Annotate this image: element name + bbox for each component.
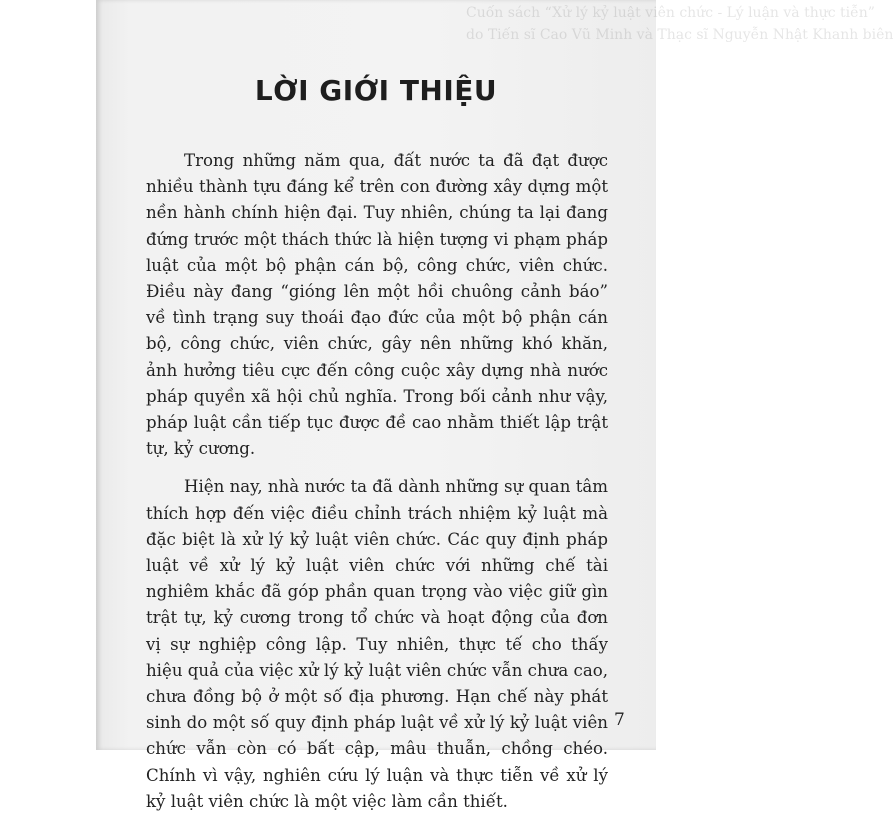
page-number: 7 [614, 710, 625, 730]
bleed-through-text [466, 2, 893, 46]
bleed-through-line: do Tiến sĩ Cao Vũ Minh và Thạc sĩ Nguyễn Nhật Khanh biên [466, 27, 893, 43]
body-text [146, 148, 608, 815]
page-heading: LỜI GIỚI THIỆU [254, 74, 498, 107]
bleed-through-line: Cuốn sách “Xử lý kỷ luật viên chức - Lý luận và thực tiễn” [466, 5, 875, 21]
paragraph: Trong những năm qua, đất nước ta đã đạt được nhiều thành tựu đáng kể trên con đường xây dựng một nền hành chính hiện đại. Tuy nhiên, chúng ta lại đang đứng trước một thách thức là hiện tượng vi phạm pháp luật của một bộ phận cán bộ, công chức, viên chức. Điều này đang “gióng lên một hồi chuông cảnh báo” về tình trạng suy thoái đạo đức của một bộ phận cán bộ, công chức, viên chức, gây nên những khó khăn, ảnh hưởng tiêu cực đến công cuộc xây dựng nhà nước pháp quyền xã hội chủ nghĩa. Trong bối cảnh như vậy, pháp luật cần tiếp tục được đề cao nhằm thiết lập trật tự, kỷ cương. [146, 151, 608, 459]
paragraph: Hiện nay, nhà nước ta đã dành những sự quan tâm thích hợp đến việc điều chỉnh trách nhiệm kỷ luật mà đặc biệt là xử lý kỷ luật viên chức. Các quy định pháp luật về xử lý kỷ luật viên chức với những chế tài nghiêm khắc đã góp phần quan trọng vào việc giữ gìn trật tự, kỷ cương trong tổ chức và hoạt động của đơn vị sự nghiệp công lập. Tuy nhiên, thực tế cho thấy hiệu quả của việc xử lý kỷ luật viên chức vẫn chưa cao, chưa đồng bộ ở một số địa phương. Hạn chế này phát sinh do một số quy định pháp luật về xử lý kỷ luật viên chức vẫn còn có bất cập, mâu thuẫn, chồng chéo. Chính vì vậy, nghiên cứu lý luận và thực tiễn về xử lý kỷ luật viên chức là một việc làm cần thiết. [146, 477, 608, 811]
